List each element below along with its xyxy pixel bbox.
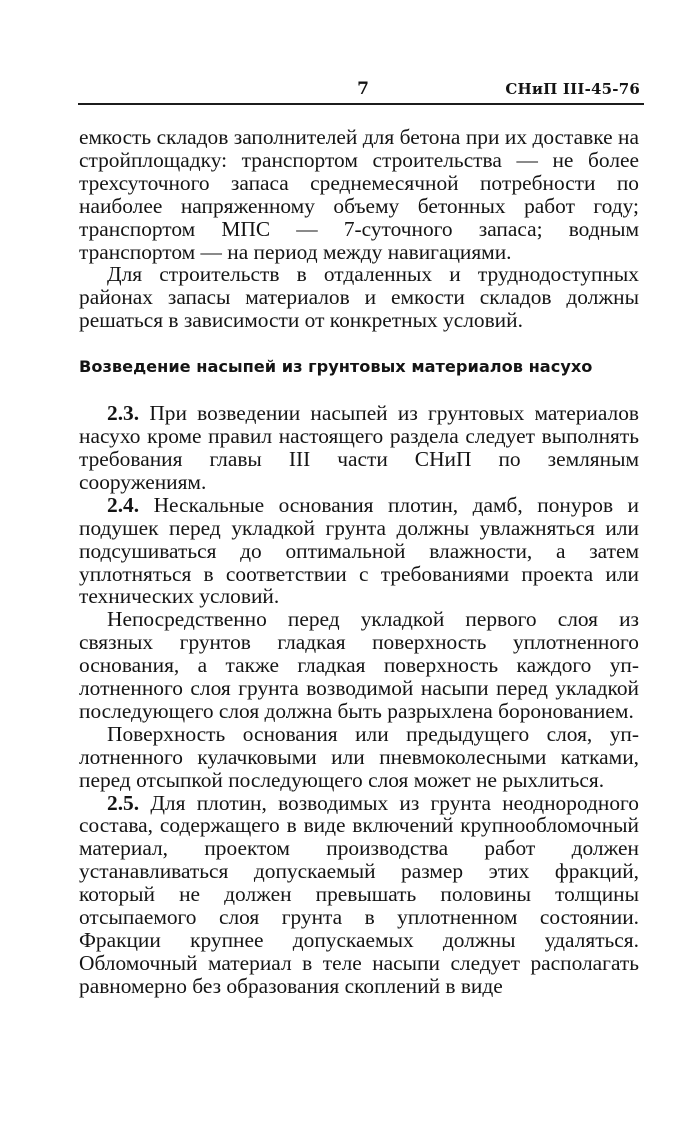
clause-2-3: [79, 402, 639, 494]
clause-number: 2.3.: [107, 401, 140, 426]
paragraph-first-layer: Непосредственно перед укладкой первого слоя из связных грунтов гладкая поверхность уплотненного основания, а также гладкая поверхность каждого уплотненного слоя грунта возводимой насыпи перед укладкой последующего слоя должна быть разрыхлена боронованием.: [79, 607, 639, 723]
paragraph-remote-areas: Для строительств в отдаленных и труднодоступных районах запасы материалов и емкости складов должны решаться в зависимости от конкретных условий.: [79, 262, 639, 333]
paragraph-storage-capacity: емкость складов заполнителей для бетона при их доставке на стройплощадку: транспортом строительства — не более трехсуточного запаса среднемесячной потребности по наиболее напряженному объему бетонных работ году; транспортом МПС — 7-суточного запаса; водным транспортом — на период между навигациями.: [79, 125, 639, 264]
clause-2-5: [79, 792, 639, 998]
clause-text: Нескальные основания плотин, дамб, понуров и подушек перед укладкой грунта должны увлажняться или подсушиваться до оптимальной влажности, а затем уплотняться в соответствии с требованиями проекта или технических условий.: [79, 492, 639, 609]
document-code: СНиП III-45-76: [505, 80, 640, 98]
header-rule: [78, 103, 644, 105]
section-heading: Возведение насыпей из грунтовых материалов насухо: [79, 357, 593, 377]
clause-number: 2.4.: [107, 492, 140, 517]
running-header: [78, 78, 642, 102]
clause-text: Для плотин, возводимых из грунта неоднородного состава, содержащего в виде включений крупнообломочный материал, проектом производства работ должен устанавливаться допускаемый размер этих фракций, который не должен превышать половины толщины отсыпаемого слоя грунта в уплотненном состоянии. Фракции крупнее допускаемых должны удаляться. Обломочный материал в теле насыпи следует располагать равномерно без образования скоплений в виде: [79, 790, 639, 998]
clause-2-4: [79, 494, 639, 609]
clause-text: При возведении насыпей из грунтовых материалов насухо кроме правил настоящего раздела следует выполнять требования главы III части СНиП по земляным сооружениям.: [79, 401, 639, 494]
page-number: 7: [357, 79, 369, 99]
body-text: [79, 126, 639, 998]
clause-number: 2.5.: [107, 790, 140, 815]
paragraph-base-surface: Поверхность основания или предыдущего слоя, уплотненного кулачковыми или пневмоколесными катками, перед отсыпкой последующего слоя может не рыхлиться.: [79, 721, 639, 792]
